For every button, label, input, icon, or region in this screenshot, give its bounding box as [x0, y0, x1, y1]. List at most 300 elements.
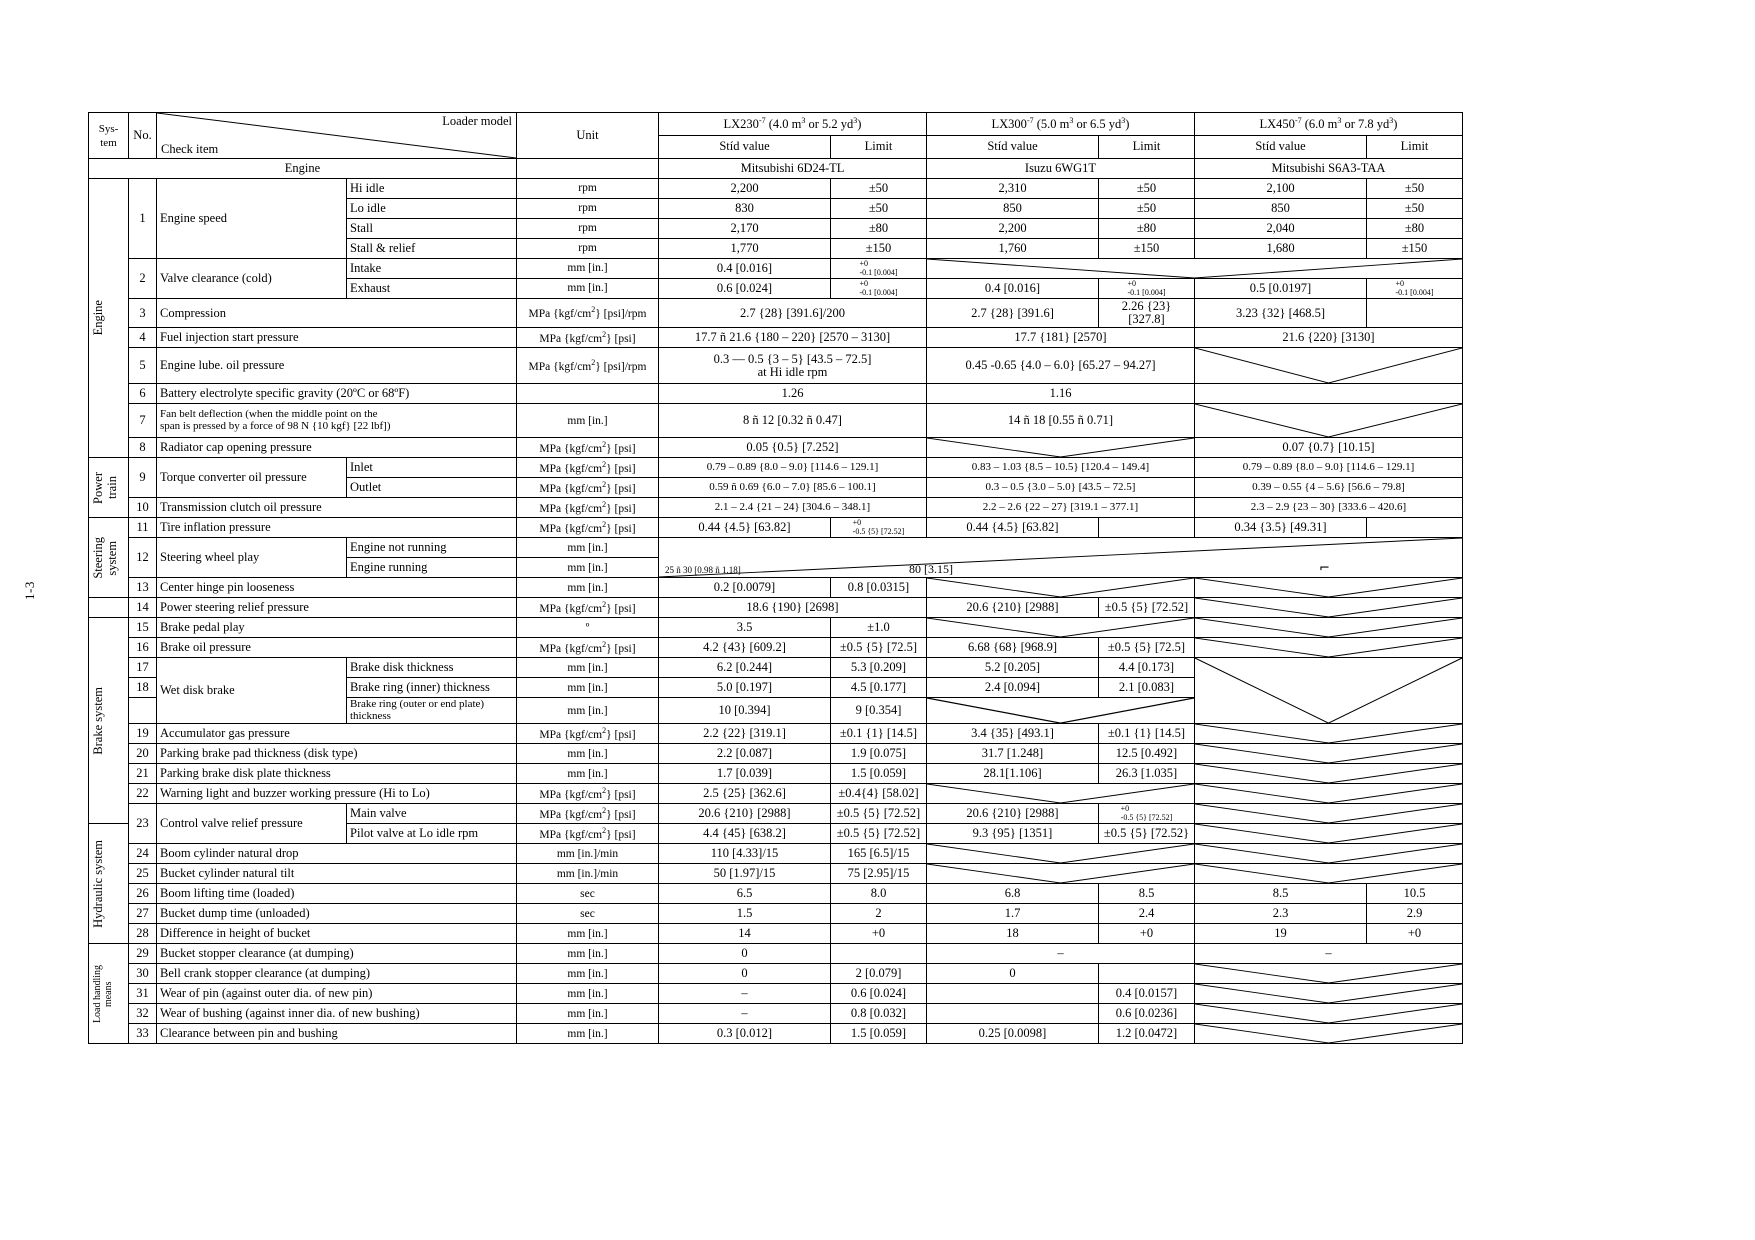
- table-row: [89, 944, 1463, 964]
- system-brake: [89, 618, 129, 824]
- row-a-value: 8 ñ 12 [0.32 ñ 0.47]: [659, 404, 927, 438]
- row-b-value: 2.2 – 2.6 {22 – 27} [319.1 – 377.1]: [927, 498, 1195, 518]
- row-c-value: [1195, 964, 1463, 984]
- ditto-line-icon: [1195, 1004, 1462, 1023]
- row-a-std: 2,170: [659, 219, 831, 239]
- row-no: 12: [129, 538, 157, 578]
- row-item: Steering wheel play: [157, 538, 347, 578]
- row-b-lim: ±50: [1099, 179, 1195, 199]
- row-b-std: [927, 984, 1099, 1004]
- row-sub: Main valve: [347, 804, 517, 824]
- system-steering-extra: [89, 598, 129, 618]
- row-c-value: [1195, 578, 1463, 598]
- row-a-value: 0.59 ñ 0.69 {6.0 – 7.0} [85.6 – 100.1]: [659, 478, 927, 498]
- row-item: Torque converter oil pressure: [157, 458, 347, 498]
- row-no: 29: [129, 944, 157, 964]
- row-a-std: 14: [659, 924, 831, 944]
- row-item: Parking brake pad thickness (disk type): [157, 744, 517, 764]
- row-b-std: [927, 1004, 1099, 1024]
- row-a-lim: ±1.0: [831, 618, 927, 638]
- row-unit: MPa $\{kgf/cm^2\}$ [psi]: [517, 438, 659, 458]
- header-unit: Unit: [517, 113, 659, 159]
- row-b-lim: 12.5 [0.492]: [1099, 744, 1195, 764]
- row-a-std: 1.7 [0.039]: [659, 764, 831, 784]
- row-a-std: 110 [4.33]/15: [659, 844, 831, 864]
- row-unit: mm [in.]: [517, 259, 659, 279]
- row-b-std: 2,310: [927, 179, 1099, 199]
- table-row: [89, 724, 1463, 744]
- table-row: [89, 764, 1463, 784]
- row-no: 8: [129, 438, 157, 458]
- row-unit: mm [in.]/min: [517, 864, 659, 884]
- row-unit: sec: [517, 904, 659, 924]
- row-a-value-line1: 0.3 — 0.5 {3 – 5} [43.5 – 72.5]: [713, 351, 872, 366]
- row-item: Compression: [157, 299, 517, 328]
- row-a-lim: 0.8 [0.0315]: [831, 578, 927, 598]
- model-2-suffix: -7: [1026, 115, 1034, 125]
- row-b-std: 9.3 {95} [1351]: [927, 824, 1099, 844]
- row-c-value: [1195, 404, 1463, 438]
- row-c-value: 0.39 – 0.55 {4 – 5.6} [56.6 – 79.8]: [1195, 478, 1463, 498]
- row-item: Bucket cylinder natural tilt: [157, 864, 517, 884]
- table-row: [89, 179, 1463, 199]
- table-row: [89, 924, 1463, 944]
- table-row: [89, 844, 1463, 864]
- engine-row-label: Engine: [89, 159, 517, 179]
- row-unit: MPa $\{kgf/cm^2\}$ [psi]: [517, 498, 659, 518]
- row-sub: Stall: [347, 219, 517, 239]
- header-model-2: [927, 113, 1195, 136]
- row-item: Engine speed: [157, 179, 347, 259]
- row-no: 31: [129, 984, 157, 1004]
- row-unit: mm [in.]: [517, 964, 659, 984]
- row-a-std: 0.3 [0.012]: [659, 1024, 831, 1044]
- row-c-value: 21.6 {220} [3130]: [1195, 328, 1463, 348]
- table-row: [89, 458, 1463, 478]
- row-b-std: 1,760: [927, 239, 1099, 259]
- row-no: 22: [129, 784, 157, 804]
- row-a-std: 0: [659, 944, 831, 964]
- engine-model-2: Isuzu 6WG1T: [927, 159, 1195, 179]
- header-loader-model-label: Loader model: [442, 114, 512, 128]
- system-hydraulic: [89, 824, 129, 944]
- row-a-lim: ±50: [831, 199, 927, 219]
- row-sub: Engine not running: [347, 538, 517, 558]
- row-c-value: [1195, 804, 1463, 824]
- row-no: 4: [129, 328, 157, 348]
- diagonal-divider-icon: [659, 538, 1462, 577]
- row-b-value: 0.3 – 0.5 {3.0 – 5.0} [43.5 – 72.5]: [927, 478, 1195, 498]
- row-unit: MPa $\{kgf/cm^2\}$ [psi]: [517, 824, 659, 844]
- row-c-std: 2.3: [1195, 904, 1367, 924]
- ditto-line-icon: [927, 698, 1194, 723]
- row-a-std: 0.2 [0.0079]: [659, 578, 831, 598]
- row-b-value: [927, 438, 1195, 458]
- steering-b-value: 80 [3.15]: [909, 561, 953, 576]
- row-unit: mm [in.]: [517, 924, 659, 944]
- row-no: 30: [129, 964, 157, 984]
- row-b-lim: [1099, 518, 1195, 538]
- ditto-line-icon: [1195, 804, 1462, 823]
- row-a-std: 6.2 [0.244]: [659, 658, 831, 678]
- table-row: [89, 638, 1463, 658]
- table-row: [89, 1024, 1463, 1044]
- table-row: [89, 518, 1463, 538]
- row-c-lim: +0: [1367, 924, 1463, 944]
- row-b-value: [927, 578, 1195, 598]
- table-row: [89, 1004, 1463, 1024]
- row-a-lim: 1.5 [0.059]: [831, 764, 927, 784]
- row-no: 15: [129, 618, 157, 638]
- row-sub: Brake ring (inner) thickness: [347, 678, 517, 698]
- row-unit: MPa $\{kgf/cm^2\}$ [psi]/rpm: [517, 348, 659, 384]
- header-system: [89, 113, 129, 159]
- row-unit: MPa $\{kgf/cm^2\}$ [psi]: [517, 518, 659, 538]
- row-no: 20: [129, 744, 157, 764]
- row-unit: mm [in.]: [517, 279, 659, 299]
- row-sub: Hi idle: [347, 179, 517, 199]
- row-no: 11: [129, 518, 157, 538]
- row-b-std: 0.25 [0.0098]: [927, 1024, 1099, 1044]
- row-c-value: [1195, 1024, 1463, 1044]
- row-b-std: 18: [927, 924, 1099, 944]
- row-item: Bucket dump time (unloaded): [157, 904, 517, 924]
- row-item: Fuel injection start pressure: [157, 328, 517, 348]
- row-item-line2: span is pressed by a force of 98 N {10 kgf} [22 lbf]): [160, 419, 391, 432]
- row-unit: mm [in.]: [517, 538, 659, 558]
- row-b-lim: ±0.1 {1} [14.5]: [1099, 724, 1195, 744]
- row-c-std: 850: [1195, 199, 1367, 219]
- row-b-value: 0.83 – 1.03 {8.5 – 10.5} [120.4 – 149.4]: [927, 458, 1195, 478]
- row-unit: rpm: [517, 239, 659, 259]
- row-c-value: [1195, 724, 1463, 744]
- table-row: [89, 884, 1463, 904]
- row-b-value: [927, 864, 1195, 884]
- specification-table: [88, 112, 1463, 1044]
- engine-row-unit-blank: [517, 159, 659, 179]
- table-row: [89, 438, 1463, 458]
- row-c-std: 2,040: [1195, 219, 1367, 239]
- row-b-lim: 2.4: [1099, 904, 1195, 924]
- row-b-value: 17.7 {181} [2570]: [927, 328, 1195, 348]
- row-a-lim: [831, 944, 927, 964]
- model-1-name: LX230: [723, 117, 759, 132]
- row-c-lim: ±50: [1367, 199, 1463, 219]
- ditto-line-icon: [927, 438, 1194, 457]
- table-row: [89, 328, 1463, 348]
- row-b-std: 5.2 [0.205]: [927, 658, 1099, 678]
- header-check-item-loader-model: [157, 113, 517, 159]
- row-unit: mm [in.]: [517, 678, 659, 698]
- ditto-line-icon: [1195, 844, 1462, 863]
- row-item: Difference in height of bucket: [157, 924, 517, 944]
- row-sub: Stall & relief: [347, 239, 517, 259]
- row-no: 18: [129, 678, 157, 698]
- system-load-handling-label: Load handling means: [92, 964, 114, 1023]
- row-c-value: [1195, 348, 1463, 384]
- row-no: 21: [129, 764, 157, 784]
- row-a-lim: +0 -0.5 {5} [72.52]: [831, 518, 927, 538]
- row-b-value: [927, 618, 1195, 638]
- row-b-std: 0.4 [0.016]: [927, 279, 1099, 299]
- row-b-lim: ±150: [1099, 239, 1195, 259]
- row-item: Brake oil pressure: [157, 638, 517, 658]
- ditto-line-icon: [1195, 404, 1462, 437]
- row-c-value: [1195, 598, 1463, 618]
- row-a-std: 2.2 [0.087]: [659, 744, 831, 764]
- table-row: [89, 864, 1463, 884]
- table-row: [89, 658, 1463, 678]
- row-b-lim: ±0.5 {5} [72.52]: [1099, 598, 1195, 618]
- row-a-lim: 0.8 [0.032]: [831, 1004, 927, 1024]
- ditto-line-icon: [1195, 984, 1462, 1003]
- table-row: [89, 259, 1463, 279]
- model-3-suffix: -7: [1294, 115, 1302, 125]
- row-a-lim: ±0.5 {5} [72.5]: [831, 638, 927, 658]
- row-c-std: 1,680: [1195, 239, 1367, 259]
- row-unit: mm [in.]: [517, 658, 659, 678]
- row-c-std: 2,100: [1195, 179, 1367, 199]
- row-unit: sec: [517, 884, 659, 904]
- system-load-handling: [89, 944, 129, 1044]
- row-unit: rpm: [517, 179, 659, 199]
- row-no: 5: [129, 348, 157, 384]
- row-c-lim: +0 -0.1 [0.004]: [1367, 279, 1463, 299]
- row-b-value: 0.45 -0.65 {4.0 – 6.0} [65.27 – 94.27]: [927, 348, 1195, 384]
- row-b-lim: +0: [1099, 924, 1195, 944]
- row-a-std: –: [659, 1004, 831, 1024]
- row-a-std: 50 [1.97]/15: [659, 864, 831, 884]
- row-b-lim: ±50: [1099, 199, 1195, 219]
- row-a-lim: 4.5 [0.177]: [831, 678, 927, 698]
- row-sub: Lo idle: [347, 199, 517, 219]
- row-unit: mm [in.]/min: [517, 844, 659, 864]
- ditto-line-icon: [927, 864, 1194, 883]
- row-b-lim: 0.4 [0.0157]: [1099, 984, 1195, 1004]
- row-no: 13: [129, 578, 157, 598]
- row-unit: MPa $\{kgf/cm^2\}$ [psi]: [517, 478, 659, 498]
- row-a-lim: 0.6 [0.024]: [831, 984, 927, 1004]
- row-continuation-span: [927, 259, 1463, 279]
- row-a-lim: 2 [0.079]: [831, 964, 927, 984]
- header-model-3: [1195, 113, 1463, 136]
- row-b-value: [927, 698, 1195, 724]
- row-b-lim: ±80: [1099, 219, 1195, 239]
- header-std-2: Stíd value: [927, 136, 1099, 159]
- row-a-lim: ±150: [831, 239, 927, 259]
- table-row: [89, 348, 1463, 384]
- row-b-std: 20.6 {210} [2988]: [927, 598, 1099, 618]
- row-unit: º: [517, 618, 659, 638]
- header-check-item-label: Check item: [161, 141, 219, 156]
- table-row: [89, 744, 1463, 764]
- row-no: 32: [129, 1004, 157, 1024]
- row-c-std: 0.34 {3.5} [49.31]: [1195, 518, 1367, 538]
- ditto-line-icon: [1195, 638, 1462, 657]
- row-unit: mm [in.]: [517, 578, 659, 598]
- table-row: [89, 404, 1463, 438]
- row-item: Center hinge pin looseness: [157, 578, 517, 598]
- model-3-capacity: (6.0 $m^3$ or 7.8 $yd^3$): [1304, 115, 1398, 132]
- model-1-capacity: (4.0 $m^3$ or 5.2 $yd^3$): [768, 115, 862, 132]
- ditto-line-icon: [1195, 824, 1462, 843]
- row-c-value: [1195, 984, 1463, 1004]
- row-c-lim: 10.5: [1367, 884, 1463, 904]
- row-item: Parking brake disk plate thickness: [157, 764, 517, 784]
- table-row: [89, 498, 1463, 518]
- row-a-lim: ±50: [831, 179, 927, 199]
- table-row: [89, 964, 1463, 984]
- row-unit: mm [in.]: [517, 764, 659, 784]
- row-unit: mm [in.]: [517, 984, 659, 1004]
- row-item: Brake pedal play: [157, 618, 517, 638]
- row-item: Warning light and buzzer working pressure (Hi to Lo): [157, 784, 517, 804]
- row-sub: Inlet: [347, 458, 517, 478]
- row-a-std: 0.4 [0.016]: [659, 259, 831, 279]
- row-no: [129, 698, 157, 724]
- row-item: Transmission clutch oil pressure: [157, 498, 517, 518]
- row-b-lim: 1.2 [0.0472]: [1099, 1024, 1195, 1044]
- row-sub: Intake: [347, 259, 517, 279]
- table-row: [89, 598, 1463, 618]
- row-unit: MPa $\{kgf/cm^2\}$ [psi]: [517, 784, 659, 804]
- row-item: Valve clearance (cold): [157, 259, 347, 299]
- row-c-std: 19: [1195, 924, 1367, 944]
- row-unit: MPa $\{kgf/cm^2\}$ [psi]: [517, 638, 659, 658]
- row-a-std: 2,200: [659, 179, 831, 199]
- row-item: Battery electrolyte specific gravity (20ºC or 68ºF): [157, 384, 517, 404]
- row-c-value: 0.07 {0.7} [10.15]: [1195, 438, 1463, 458]
- row-b-lim: +0 -0.1 [0.004]: [1099, 279, 1195, 299]
- row-c-value: [1195, 824, 1463, 844]
- row-a-std: 0.44 {4.5} [63.82]: [659, 518, 831, 538]
- row-a-value: 2.1 – 2.4 {21 – 24} [304.6 – 348.1]: [659, 498, 927, 518]
- system-hydraulic-label: Hydraulic system: [91, 839, 105, 928]
- header-system-label-top: Sys-: [98, 122, 119, 135]
- row-c-lim: [1367, 299, 1463, 328]
- row-no: 6: [129, 384, 157, 404]
- system-steering: [89, 518, 129, 598]
- row-no: 26: [129, 884, 157, 904]
- header-limit-3: Limit: [1367, 136, 1463, 159]
- row-a-lim: ±0.1 {1} [14.5]: [831, 724, 927, 744]
- table-row: [89, 984, 1463, 1004]
- row-item: Boom cylinder natural drop: [157, 844, 517, 864]
- row-b-lim: 0.6 [0.0236]: [1099, 1004, 1195, 1024]
- ditto-line-icon: [1195, 658, 1462, 723]
- row-item-line1: Fan belt deflection (when the middle point on the: [160, 408, 378, 421]
- row-no: 25: [129, 864, 157, 884]
- row-unit: [517, 384, 659, 404]
- row-a-value: 0.79 – 0.89 {8.0 – 9.0} [114.6 – 129.1]: [659, 458, 927, 478]
- row-unit: rpm: [517, 219, 659, 239]
- row-a-std: 2.2 {22} [319.1]: [659, 724, 831, 744]
- engine-model-row: [89, 159, 1463, 179]
- row-item: Control valve relief pressure: [157, 804, 347, 844]
- model-2-capacity: (5.0 $m^3$ or 6.5 $yd^3$): [1036, 115, 1130, 132]
- row-a-std: 3.5: [659, 618, 831, 638]
- system-engine: [89, 179, 129, 458]
- engine-model-3: Mitsubishi S6A3-TAA: [1195, 159, 1463, 179]
- row-c-value: 2.3 – 2.9 {23 – 30} [333.6 – 420.6]: [1195, 498, 1463, 518]
- row-item: Radiator cap opening pressure: [157, 438, 517, 458]
- steering-c-ditto: ⌐: [1319, 560, 1330, 576]
- row-a-std: 2.5 {25} [362.6]: [659, 784, 831, 804]
- ditto-line-icon: [927, 784, 1194, 803]
- row-a-value: 17.7 ñ 21.6 {180 – 220} [2570 – 3130]: [659, 328, 927, 348]
- row-no: 28: [129, 924, 157, 944]
- row-b-lim: +0 -0.5 {5} [72.52]: [1099, 804, 1195, 824]
- row-b-lim: [1099, 964, 1195, 984]
- header-std-1: Stíd value: [659, 136, 831, 159]
- ditto-line-icon: [1195, 744, 1462, 763]
- row-unit: mm [in.]: [517, 698, 659, 724]
- row-a-std: 0: [659, 964, 831, 984]
- row-a-lim: +0: [831, 924, 927, 944]
- row-b-value: –: [927, 944, 1195, 964]
- row-b-std: 0: [927, 964, 1099, 984]
- row-no: 2: [129, 259, 157, 299]
- row-no: 1: [129, 179, 157, 259]
- row-c-value: [1195, 1004, 1463, 1024]
- row-b-lim: 26.3 [1.035]: [1099, 764, 1195, 784]
- row-c-lim: ±150: [1367, 239, 1463, 259]
- row-b-std: 850: [927, 199, 1099, 219]
- model-3-name: LX450: [1259, 117, 1295, 132]
- row-item: [157, 404, 517, 438]
- row-sub: Pilot valve at Lo idle rpm: [347, 824, 517, 844]
- row-unit: MPa $\{kgf/cm^2\}$ [psi]/rpm: [517, 299, 659, 328]
- row-c-value: –: [1195, 944, 1463, 964]
- row-c-lim: [1367, 518, 1463, 538]
- table-row: [89, 384, 1463, 404]
- row-a-value: 1.26: [659, 384, 927, 404]
- row-a-lim: +0 -0.1 [0.004]: [831, 279, 927, 299]
- row-a-std: 1.5: [659, 904, 831, 924]
- steering-play-span: [659, 538, 1463, 578]
- row-sub: Engine running: [347, 558, 517, 578]
- row-a-lim: 75 [2.95]/15: [831, 864, 927, 884]
- row-item: Bucket stopper clearance (at dumping): [157, 944, 517, 964]
- row-sub: Exhaust: [347, 279, 517, 299]
- row-b-lim: ±0.5 {5} [72.5]: [1099, 638, 1195, 658]
- row-unit: MPa $\{kgf/cm^2\}$ [psi]: [517, 458, 659, 478]
- row-unit: mm [in.]: [517, 1004, 659, 1024]
- table-row: [89, 904, 1463, 924]
- row-b-lim: 8.5: [1099, 884, 1195, 904]
- row-a-std: 4.2 {43} [609.2]: [659, 638, 831, 658]
- model-1-suffix: -7: [758, 115, 766, 125]
- row-no: 27: [129, 904, 157, 924]
- row-a-lim: 1.9 [0.075]: [831, 744, 927, 764]
- row-unit: mm [in.]: [517, 944, 659, 964]
- table-row: [89, 578, 1463, 598]
- steering-a-value: 25 ñ 30 [0.98 ñ 1.18]: [665, 564, 741, 575]
- row-no: 17: [129, 658, 157, 678]
- row-item: Engine lube. oil pressure: [157, 348, 517, 384]
- row-item: Wear of bushing (against inner dia. of new bushing): [157, 1004, 517, 1024]
- row-c-value: [1195, 744, 1463, 764]
- model-2-name: LX300: [991, 117, 1027, 132]
- table-row: [89, 538, 1463, 558]
- row-a-lim: ±80: [831, 219, 927, 239]
- row-b-value: [927, 844, 1195, 864]
- row-sub: Brake ring (outer or end plate) thickness: [347, 698, 517, 724]
- row-unit: MPa $\{kgf/cm^2\}$ [psi]: [517, 804, 659, 824]
- ditto-line-icon: [927, 618, 1194, 637]
- row-b-std: 28.1[1.106]: [927, 764, 1099, 784]
- ditto-line-icon: [1195, 964, 1462, 983]
